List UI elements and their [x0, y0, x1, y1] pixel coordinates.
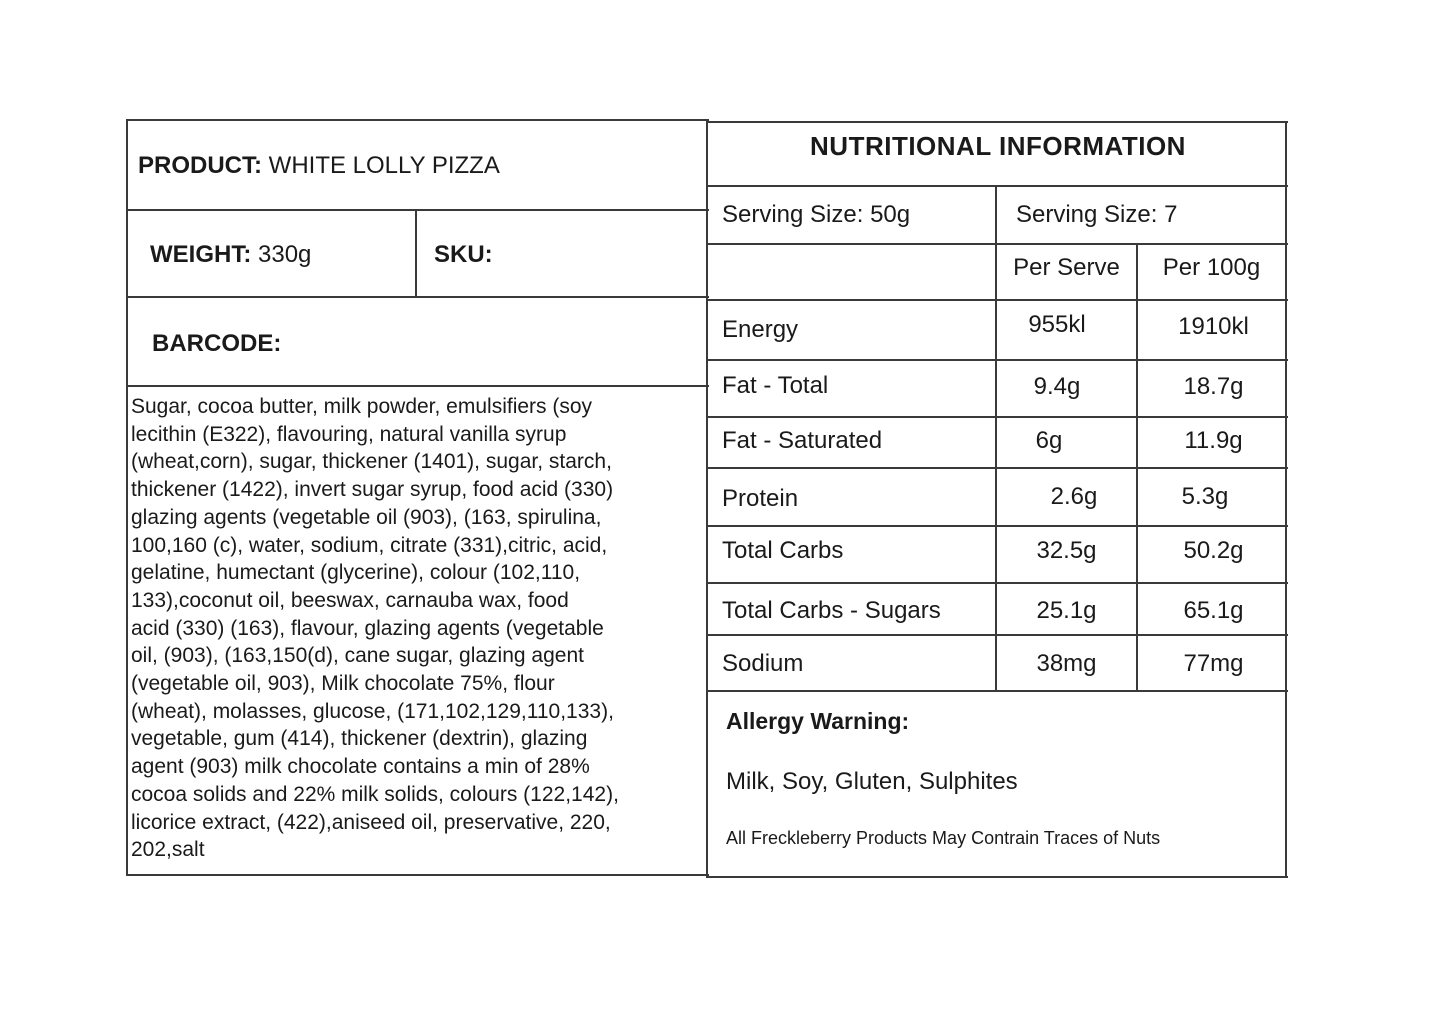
per-100g-value: 11.9g	[1184, 427, 1243, 454]
product-value: WHITE LOLLY PIZZA	[268, 152, 500, 179]
total-carbs-row-divider	[706, 582, 1288, 584]
per-100g-value: 77mg	[1183, 650, 1244, 677]
sku-label: SKU:	[434, 241, 493, 268]
ingredient-line: glazing agents (vegetable oil (903), (163, spirulina,	[131, 505, 602, 529]
nutrition-title: NUTRITIONAL INFORMATION	[810, 131, 1186, 161]
nutrient-name: Total Carbs - Sugars	[722, 597, 941, 624]
serving-size: Serving Size: 50g	[722, 201, 911, 228]
per-serve-value: 38mg	[1036, 650, 1097, 677]
barcode-row-divider	[126, 385, 709, 387]
protein-row-divider	[706, 525, 1288, 527]
ingredient-line: licorice extract, (422),aniseed oil, preservative, 220,	[131, 810, 611, 834]
per-100g-value: 65.1g	[1183, 597, 1244, 624]
left-panel-top-border	[126, 119, 709, 121]
ingredients-text	[131, 393, 706, 864]
per-serve-value: 25.1g	[1036, 597, 1097, 624]
ingredient-line: (wheat,corn), sugar, thickener (1401), sugar, starch,	[131, 450, 612, 474]
ingredient-line: acid (330) (163), flavour, glazing agents (vegetable	[131, 616, 604, 640]
nutrient-name: Fat - Saturated	[722, 427, 883, 454]
fat-total-row-divider	[706, 416, 1288, 418]
energy-row-divider	[706, 359, 1288, 361]
ingredient-line: thickener (1422), invert sugar syrup, food acid (330)	[131, 478, 614, 502]
col-header-per-100g: Per 100g	[1162, 254, 1261, 281]
sku-field	[434, 241, 493, 269]
barcode-label: BARCODE:	[152, 330, 282, 357]
allergy-items: Milk, Soy, Gluten, Sulphites	[726, 768, 1018, 795]
left-panel-left-border	[126, 119, 128, 875]
right-panel-bottom-border	[706, 876, 1288, 878]
ingredient-line: lecithin (E322), flavouring, natural vanilla syrup	[131, 422, 567, 446]
ingredient-line: agent (903) milk chocolate contains a min of 28%	[131, 755, 590, 779]
title-row-divider	[706, 185, 1288, 187]
weight-sku-divider	[415, 209, 417, 298]
allergy-note: All Freckleberry Products May Contrain Traces of Nuts	[726, 828, 1161, 848]
product-label: PRODUCT:	[138, 152, 262, 179]
right-panel-right-border	[1285, 121, 1287, 878]
servings-per-pack: Serving Size: 7	[1016, 201, 1178, 228]
product-row-divider	[126, 209, 709, 211]
nutrient-name: Energy	[722, 316, 799, 343]
per-100g-value: 1910kl	[1178, 313, 1249, 340]
ingredient-line: cocoa solids and 22% milk solids, colours (122,142),	[131, 782, 619, 806]
sugars-row-divider	[706, 634, 1288, 636]
per-serve-value: 2.6g	[1050, 483, 1098, 510]
product-field	[138, 152, 500, 180]
panel-divider	[706, 121, 708, 877]
nutrient-name: Fat - Total	[722, 372, 829, 399]
per-serve-value: 32.5g	[1036, 537, 1097, 564]
per-serve-value: 6g	[1035, 427, 1063, 454]
weight-value: 330g	[258, 241, 312, 268]
ingredient-line: 202,salt	[131, 838, 205, 862]
left-panel-bottom-border	[126, 874, 709, 876]
per-serve-value: 9.4g	[1033, 373, 1081, 400]
nutrient-name: Protein	[722, 485, 799, 512]
weight-row-divider	[126, 296, 709, 298]
sodium-row-divider	[706, 690, 1288, 692]
per-serve-column-divider	[1136, 243, 1138, 692]
right-panel-top-border	[706, 121, 1288, 123]
ingredient-line: vegetable, gum (414), thickener (dextrin), glazing	[131, 727, 588, 751]
ingredient-line: (wheat), molasses, glucose, (171,102,129,110,133),	[131, 699, 614, 723]
header-row-divider	[706, 299, 1288, 301]
nutrient-name: Total Carbs	[722, 537, 844, 564]
per-100g-value: 50.2g	[1183, 537, 1244, 564]
per-100g-value: 18.7g	[1183, 373, 1244, 400]
ingredient-line: 133),coconut oil, beeswax, carnauba wax, food	[131, 588, 569, 612]
ingredient-line: oil, (903), (163,150(d), cane sugar, glazing agent	[131, 644, 584, 668]
per-serve-value: 955kl	[1028, 311, 1086, 338]
nutrient-name: Sodium	[722, 650, 804, 677]
per-100g-value: 5.3g	[1181, 483, 1229, 510]
serving-row-divider	[706, 243, 1288, 245]
allergy-title: Allergy Warning:	[726, 708, 910, 734]
ingredient-line: gelatine, humectant (glycerine), colour (102,110,	[131, 561, 581, 585]
ingredient-line: (vegetable oil, 903), Milk chocolate 75%, flour	[131, 672, 555, 696]
weight-field	[150, 241, 311, 269]
col-header-per-serve: Per Serve	[1013, 254, 1120, 281]
fat-saturated-row-divider	[706, 467, 1288, 469]
ingredient-line: 100,160 (c), water, sodium, citrate (331),citric, acid,	[131, 533, 608, 557]
weight-label: WEIGHT:	[150, 241, 252, 268]
ingredient-line: Sugar, cocoa butter, milk powder, emulsifiers (soy	[131, 395, 593, 418]
